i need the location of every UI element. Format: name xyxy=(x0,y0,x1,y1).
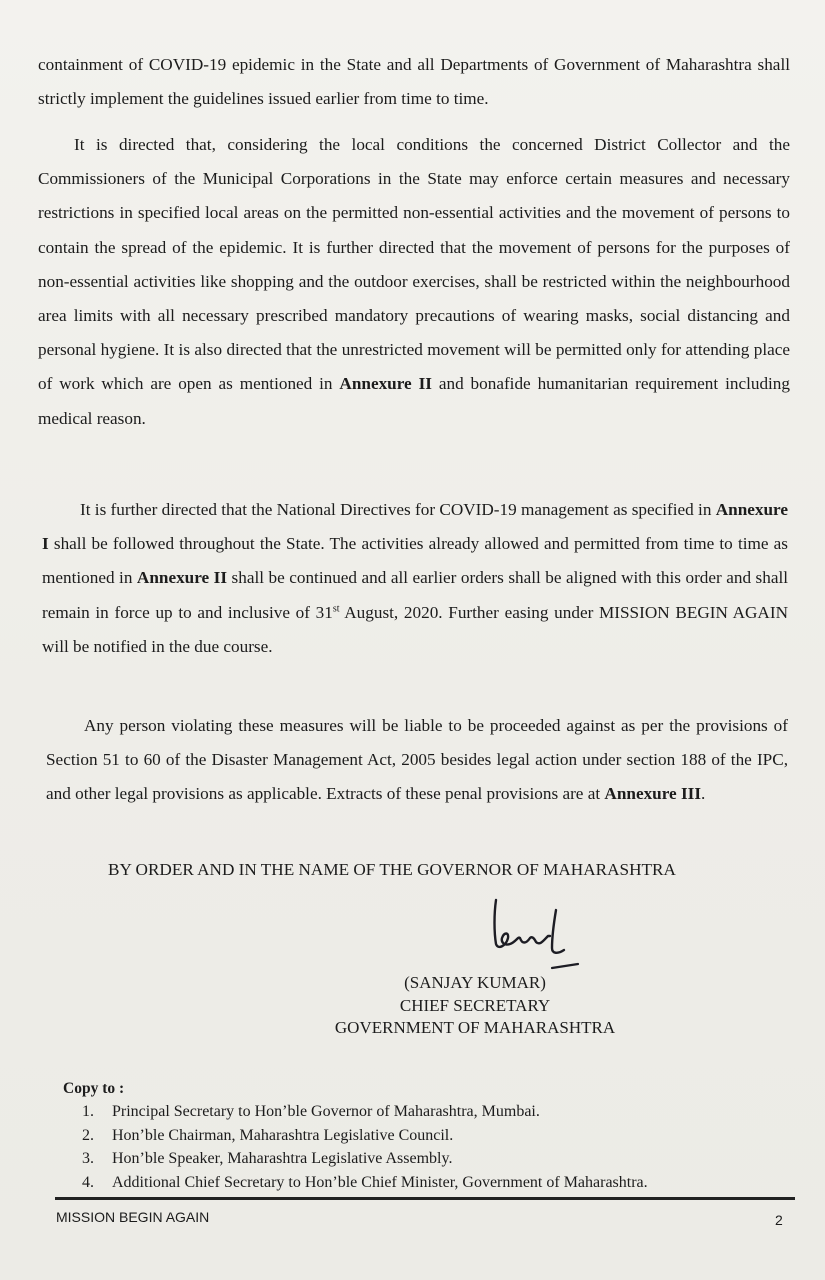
list-item-text: Hon’ble Speaker, Maharashtra Legislative Assembly. xyxy=(112,1150,453,1167)
copy-to-heading: Copy to : xyxy=(63,1080,125,1097)
list-item-text: Principal Secretary to Hon’ble Governor of Maharashtra, Mumbai. xyxy=(112,1103,540,1120)
signatory-office: GOVERNMENT OF MAHARASHTRA xyxy=(334,1018,616,1037)
list-item-text: Hon’ble Chairman, Maharashtra Legislative Council. xyxy=(112,1126,454,1144)
paragraph-text: Any person violating these measures will be liable to be proceeded against as per the provisions of Section 51 to 60 of the Disaster Management Act, 2005 besides legal action under section 188 of the IPC, and other legal provisions as applicable. Extracts of these penal provisions are at xyxy=(46,716,788,804)
signatory-name: (SANJAY KUMAR) xyxy=(404,973,546,992)
paragraph-continuation: containment of COVID-19 epidemic in the State and all Departments of Government of Maharashtra shall strictly implement the guidelines issued earlier from time to time. xyxy=(38,55,790,109)
list-item xyxy=(82,1171,648,1195)
paragraph-text: It is directed that, considering the local conditions the concerned District Collector and the Commissioners of the Municipal Corporations in the State may enforce certain measures and necessary restrictions in specified local areas on the permitted non-essential activities and the movement of persons to contain the spread of the epidemic. It is further directed that the movement of persons for the purposes of non-essential activities like shopping and the outdoor exercises, shall be restricted within the neighbourhood area limits with all necessary prescribed mandatory precautions of wearing masks, social distancing and personal hygiene. It is also directed that the unrestricted movement will be permitted only for attending place of work which are open as mentioned in xyxy=(38,135,790,394)
list-item-number: 4. xyxy=(82,1173,94,1191)
paragraph-text: shall be followed throughout the State. The activities already allowed and permitted from time to time as mentioned in xyxy=(42,534,788,588)
signatory-designation: CHIEF SECRETARY xyxy=(399,995,551,1015)
order-authority-line: BY ORDER AND IN THE NAME OF THE GOVERNOR OF MAHARASHTRA xyxy=(108,860,676,879)
paragraph-local-restrictions xyxy=(38,128,790,436)
paragraph-text: and bonafide humanitarian requirement including medical reason. xyxy=(38,374,790,428)
list-item-number: 2. xyxy=(82,1126,94,1144)
signatory-block xyxy=(300,972,650,1040)
paragraph-text: August, 2020. Further easing under MISSION BEGIN AGAIN will be notified in the due course. xyxy=(42,602,788,656)
list-item xyxy=(82,1124,648,1148)
list-item-text: Additional Chief Secretary to Hon’ble Chief Minister, Government of Maharashtra. xyxy=(112,1173,648,1191)
list-item-number: 3. xyxy=(82,1150,94,1167)
ordinal-suffix: st xyxy=(332,602,340,614)
handwritten-signature xyxy=(482,892,582,972)
footer-title: MISSION BEGIN AGAIN xyxy=(56,1209,210,1225)
paragraph-text: . xyxy=(701,784,706,804)
page-number: 2 xyxy=(775,1212,783,1228)
paragraph-text: shall be continued and all earlier orders shall be aligned with this order and shall remain in force up to and inclusive of 31 xyxy=(42,568,789,622)
annexure-reference: Annexure II xyxy=(339,374,432,394)
list-item xyxy=(82,1147,648,1171)
paragraph-penalties xyxy=(46,709,788,812)
annexure-reference: Annexure I xyxy=(42,500,788,554)
footer-divider xyxy=(55,1197,795,1200)
paragraph-text: It is further directed that the National Directives for COVID-19 management as specified in xyxy=(80,500,716,519)
copy-to-list xyxy=(82,1100,648,1194)
annexure-reference: Annexure III xyxy=(604,784,702,804)
annexure-reference: Annexure II xyxy=(136,568,228,588)
paragraph-national-directives xyxy=(42,493,788,664)
list-item xyxy=(82,1100,648,1124)
list-item-number: 1. xyxy=(82,1103,94,1120)
